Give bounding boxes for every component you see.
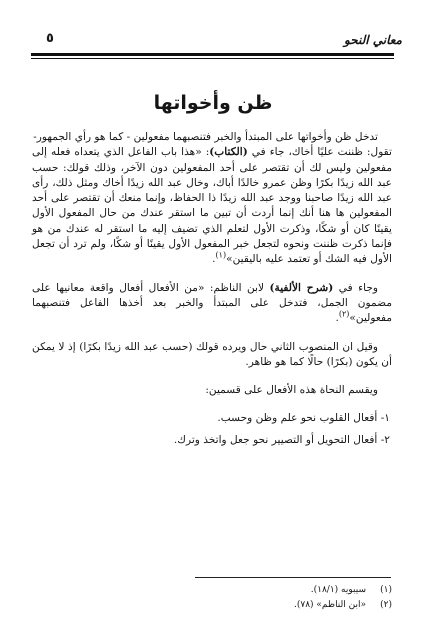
body-text bbox=[32, 130, 392, 448]
quote-alfiyya-text: لابن الناظم: «من الأفعال أفعال واقعة معانيها على مضمون الجمل، فتدخل على المبتدأ والخبر بعد أخذها الفاعل فتنصبهما مفعولين» bbox=[32, 281, 392, 325]
list-item-tahwil: ٢- أفعال التحويل أو التصيير نحو جعل واتخذ وترك. bbox=[173, 433, 390, 446]
header-rule-thin bbox=[31, 58, 394, 59]
footnote-text: سيبويه (١٨/١). bbox=[310, 585, 366, 595]
header-rule-thick bbox=[31, 53, 394, 56]
footnote-2 bbox=[60, 598, 392, 613]
paragraph-division: ويقسم النحاة هذه الأفعال على قسمين: bbox=[205, 384, 378, 397]
footnotes bbox=[60, 583, 392, 613]
source-title-kitab: (الكتاب) bbox=[209, 146, 248, 159]
footnote-ref-1[interactable]: (١) bbox=[215, 250, 227, 260]
quote-lead: تقول: ظننت عليًا أخاك، جاء في bbox=[251, 146, 392, 159]
footnote-number: (١) bbox=[380, 585, 392, 595]
running-header-title: معاني النحو bbox=[344, 33, 402, 47]
footnote-separator bbox=[195, 577, 391, 578]
footnote-ref-2[interactable]: (٢) bbox=[338, 309, 350, 319]
list-item-qulub: ١- أفعال القلوب نحو علم وظن وحسب. bbox=[217, 412, 390, 425]
paragraph-kitab-quote: تقول: ظننت عليًا أخاك، جاء في (الكتاب): «هذا باب الفاعل الذي يتعداه فعله إلى مفعولين وليس لك أن تقتصر على أحد المفعولين دون الآخر، وذلك قولك: حسب عبد الله زيدًا بكرًا وظن عمرو خالدًا أباك، وخال عبد الله زيدًا أخاك ومثل ذلك، رأى عبد الله زيدًا صاحبنا ووجد عبد الله زيدًا ذا الحفاظ، وإنما منعك أن تقتصر على أحد المفعولين ها هنا أنك إنما أردت أن تبين ما استقر عندك من حال المفعول الأول يقينًا كان أو شكًا، وذكرت الأول لتعلم الذي تضيف إليه ما استقر له عندك من هو فإنما ذكرت ظننت ونحوه لتجعل خبر المفعول الأول يقينًا أو شكًا، ولم ترد أن تجعل الأول فيه الشك أو تعتمد عليه باليقين»$^{(١)}$. bbox=[32, 146, 392, 266]
footnote-1 bbox=[60, 583, 392, 598]
page-number: ٥ bbox=[46, 31, 54, 46]
source-title-alfiyya: (شرح الألفية) bbox=[269, 281, 334, 294]
quote-kitab-text: : «هذا باب الفاعل الذي يتعداه فعله إلى مفعولين وليس لك أن تقتصر على أحد المفعولين دون الآخر، وذلك قولك: حسب عبد الله زيدًا بكرًا وظن عمرو خالدًا أباك، وخال عبد الله زيدًا أخاك ومثل ذلك، رأى عبد الله زيدًا صاحبنا ووجد عبد الله زيدًا ذا الحفاظ، وإنما منعك أن تقتصر على أحد المفعولين ها هنا أنك إنما أردت أن تبين ما استقر عندك من حال المفعول الأول يقينًا كان أو شكًا، وذكرت الأول لتعلم الذي تضيف إليه ما استقر له عندك من هو فإنما ذكرت ظننت ونحوه لتجعل خبر المفعول الأول يقينًا أو شكًا، ولم ترد أن تجعل الأول فيه الشك أو تعتمد عليه باليقين» bbox=[32, 146, 392, 266]
paragraph-intro: تدخل ظن وأخواتها على المبتدأ والخبر فتنصبهما مفعولين - كما هو رأي الجمهور- bbox=[33, 131, 378, 143]
quote-lead-2: وجاء في bbox=[338, 281, 378, 294]
footnote-number: (٢) bbox=[380, 600, 392, 610]
paragraph-hal-objection: وقيل ان المنصوب الثاني حال ويرده قولك (حسب عبد الله زيدًا بكرًا) إذ لا يمكن أن يكون (بكرًا) حالًا كما هو ظاهر. bbox=[32, 340, 392, 368]
chapter-title: ظن وأخواتها bbox=[153, 92, 273, 114]
footnote-text: «ابن الناظم» (٧٨). bbox=[293, 600, 366, 610]
paragraph-alfiyya-quote: وجاء في (شرح الألفية) لابن الناظم: «من الأفعال أفعال واقعة معانيها على مضمون الجمل، فتدخل على المبتدأ والخبر بعد أخذها الفاعل فتنصبهما مفعولين»$^{(٢)}$. bbox=[32, 281, 392, 325]
